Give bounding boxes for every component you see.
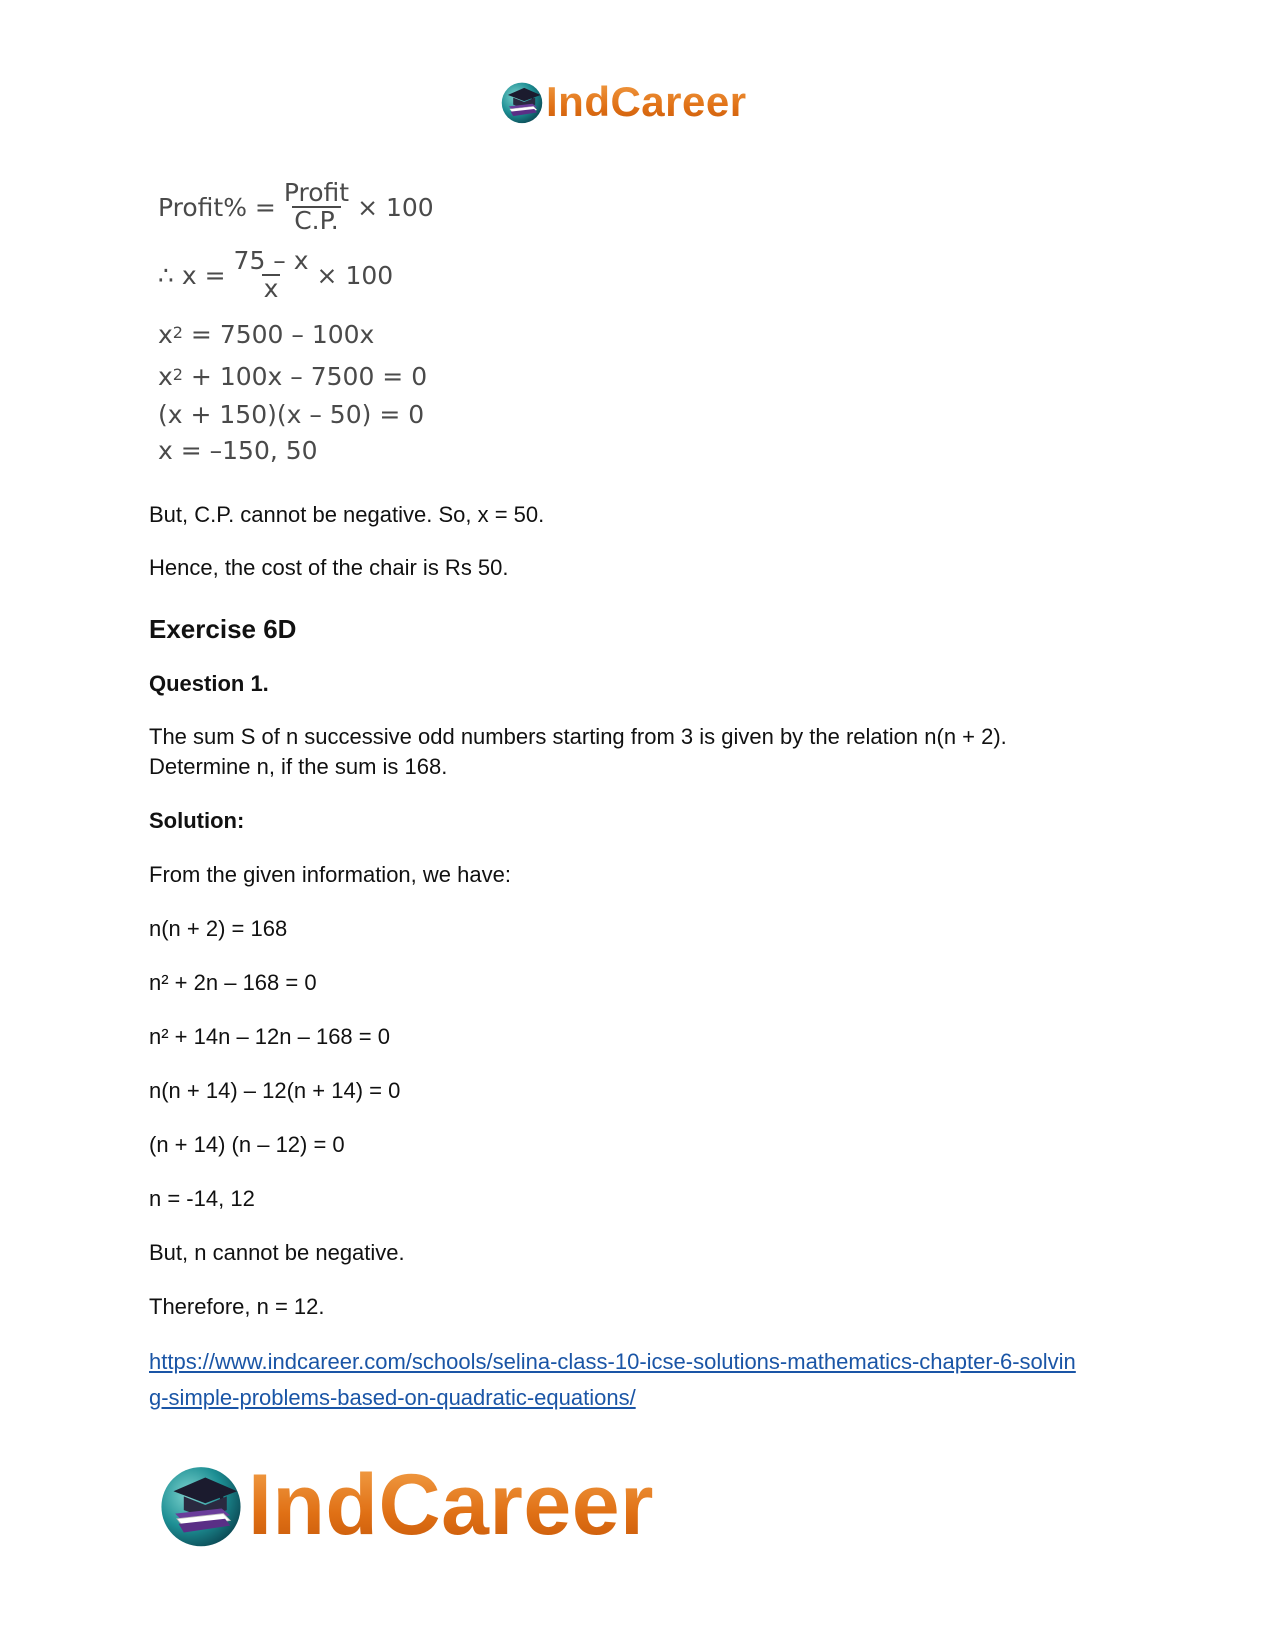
solution-line: But, n cannot be negative. xyxy=(149,1240,405,1265)
equation-rhs: × 100 xyxy=(316,260,394,290)
equation-substitution xyxy=(158,248,393,303)
question-text-line-2: Determine n, if the sum is 168. xyxy=(149,754,448,779)
solution-line: From the given information, we have: xyxy=(149,862,511,887)
header-logo xyxy=(500,78,747,126)
exponent: 2 xyxy=(172,323,183,342)
paragraph: But, C.P. cannot be negative. So, x = 50. xyxy=(149,502,545,527)
equation-term: x = –150, 50 xyxy=(158,436,318,465)
equation-profit-percent xyxy=(158,180,434,235)
equation-line-4 xyxy=(158,362,427,391)
fraction-denominator: C.P. xyxy=(294,206,339,236)
equation-lhs: ∴ x = xyxy=(158,260,226,290)
solution-line: n = -14, 12 xyxy=(149,1186,255,1211)
solution-line: n(n + 14) – 12(n + 14) = 0 xyxy=(149,1078,401,1103)
equation-line-5 xyxy=(158,400,424,429)
equation-term: = 7500 – 100x xyxy=(182,320,375,349)
equation-line-3 xyxy=(158,320,374,349)
solution-line: Therefore, n = 12. xyxy=(149,1294,325,1319)
logo-wordmark: IndCareer xyxy=(248,1457,654,1553)
fraction-numerator: 75 – x xyxy=(233,246,309,275)
fraction-numerator: Profit xyxy=(283,178,350,207)
section-heading: Exercise 6D xyxy=(149,614,297,644)
solution-line: n² + 14n – 12n – 168 = 0 xyxy=(149,1024,390,1049)
paragraph: Hence, the cost of the chair is Rs 50. xyxy=(149,555,509,580)
fraction-denominator: x xyxy=(263,274,279,304)
equation-term: + 100x – 7500 = 0 xyxy=(182,362,428,391)
solution-label: Solution: xyxy=(149,808,245,833)
exponent: 2 xyxy=(172,365,183,384)
question-text-line-1: The sum S of n successive odd numbers starting from 3 is given by the relation n(n + 2). xyxy=(149,724,1007,749)
source-link-line-2[interactable]: g-simple-problems-based-on-quadratic-equations/ xyxy=(149,1385,636,1410)
equation-line-6 xyxy=(158,436,318,465)
graduation-cap-book-icon xyxy=(500,80,544,124)
source-link-line-1[interactable]: https://www.indcareer.com/schools/selina-class-10-icse-solutions-mathematics-chapter-6-solvin xyxy=(149,1349,1076,1374)
equation-lhs: Profit% = xyxy=(158,192,276,222)
logo-wordmark: IndCareer xyxy=(546,78,747,125)
equation-rhs: × 100 xyxy=(357,192,434,222)
fraction xyxy=(232,248,311,303)
solution-line: n(n + 2) = 168 xyxy=(149,916,288,941)
question-label: Question 1. xyxy=(149,671,269,696)
equation-term: x xyxy=(158,362,173,391)
solution-line: (n + 14) (n – 12) = 0 xyxy=(149,1132,345,1157)
solution-line: n² + 2n – 168 = 0 xyxy=(149,970,317,995)
fraction xyxy=(282,180,351,235)
graduation-cap-book-icon xyxy=(158,1462,244,1548)
equation-term: (x + 150)(x – 50) = 0 xyxy=(158,400,425,429)
equation-term: x xyxy=(158,320,173,349)
footer-logo xyxy=(158,1457,654,1553)
